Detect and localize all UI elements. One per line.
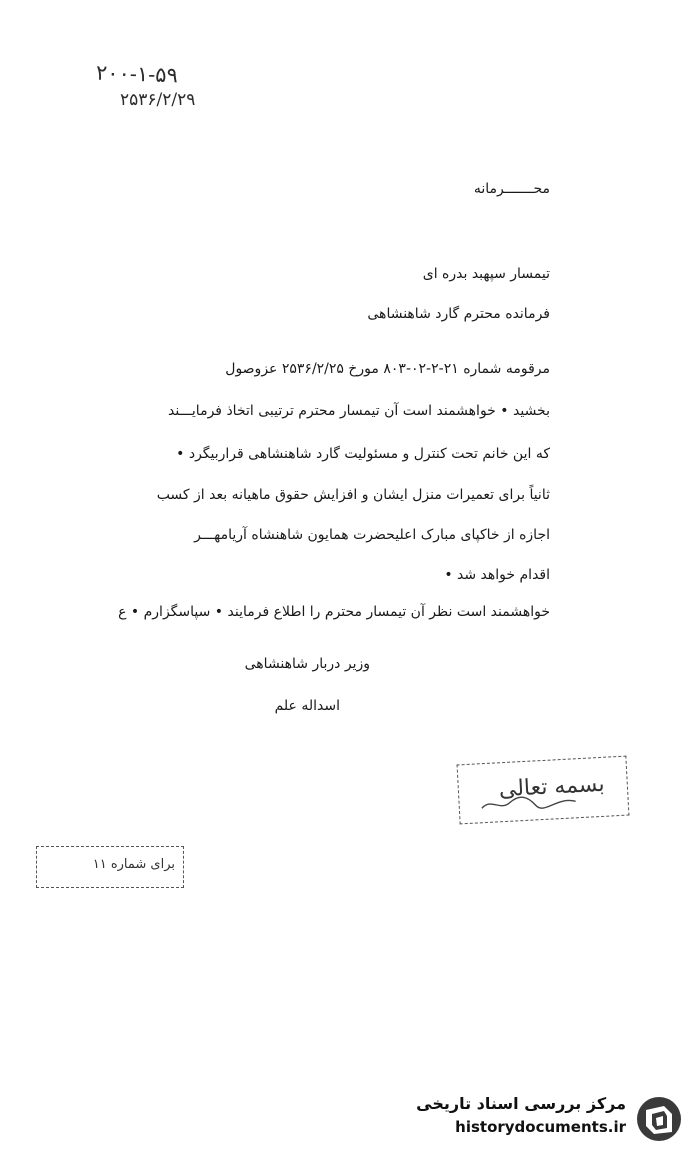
watermark-url: historydocuments.ir [455,1118,626,1136]
body-line-5: اجازه از خاکپای مبارک اعلیحضرت همایون شاهنشاه آریامهـــر [194,527,550,543]
archive-logo-icon [634,1094,684,1144]
recipient-line-2: فرمانده محترم گارد شاهنشاهی [367,306,550,322]
body-line-1: مرقومه شماره ۲۱-۲-۰۲-۸۰۳ مورخ ۲۵۳۶/۲/۲۵ عزوصول [225,361,550,377]
body-line-4: ثانیاً برای تعمیرات منزل ایشان و افزایش حقوق ماهیانه بعد از کسب [156,487,550,503]
recipient-line-1: تیمسار سپهبد بدره ای [422,266,550,282]
record-stamp-text: برای شماره ۱۱ [92,857,175,872]
signature-title: وزیر دربار شاهنشاهی [244,656,370,672]
handwritten-number: ۲۰۰-۱-۵۹ [95,60,179,88]
record-stamp [36,846,184,888]
archive-stamp [457,756,630,825]
body-line-6: اقدام خواهد شد • [444,567,550,583]
stamp-scribble-icon [479,791,580,814]
signature-name: اسداله علم [274,698,340,714]
watermark-title: مرکز بررسی اسناد تاریخی [416,1094,626,1113]
archive-stamp-text: بسمه تعالی [498,771,606,803]
body-line-3: که این خانم تحت کنترل و مسئولیت گارد شاهنشاهی قراربیگرد • [176,446,550,462]
body-line-2: بخشید • خواهشمند است آن تیمسار محترم ترتیبی اتخاذ فرمایـــند [168,403,550,419]
classification-heading: محـــــــرمانه [473,181,550,197]
body-line-7: خواهشمند است نظر آن تیمسار محترم را اطلاع فرمایند • سپاسگزارم • ع [118,604,550,620]
watermark-logo [400,1092,690,1144]
handwritten-date: ۲۵۳۶/۲/۲۹ [120,90,196,110]
